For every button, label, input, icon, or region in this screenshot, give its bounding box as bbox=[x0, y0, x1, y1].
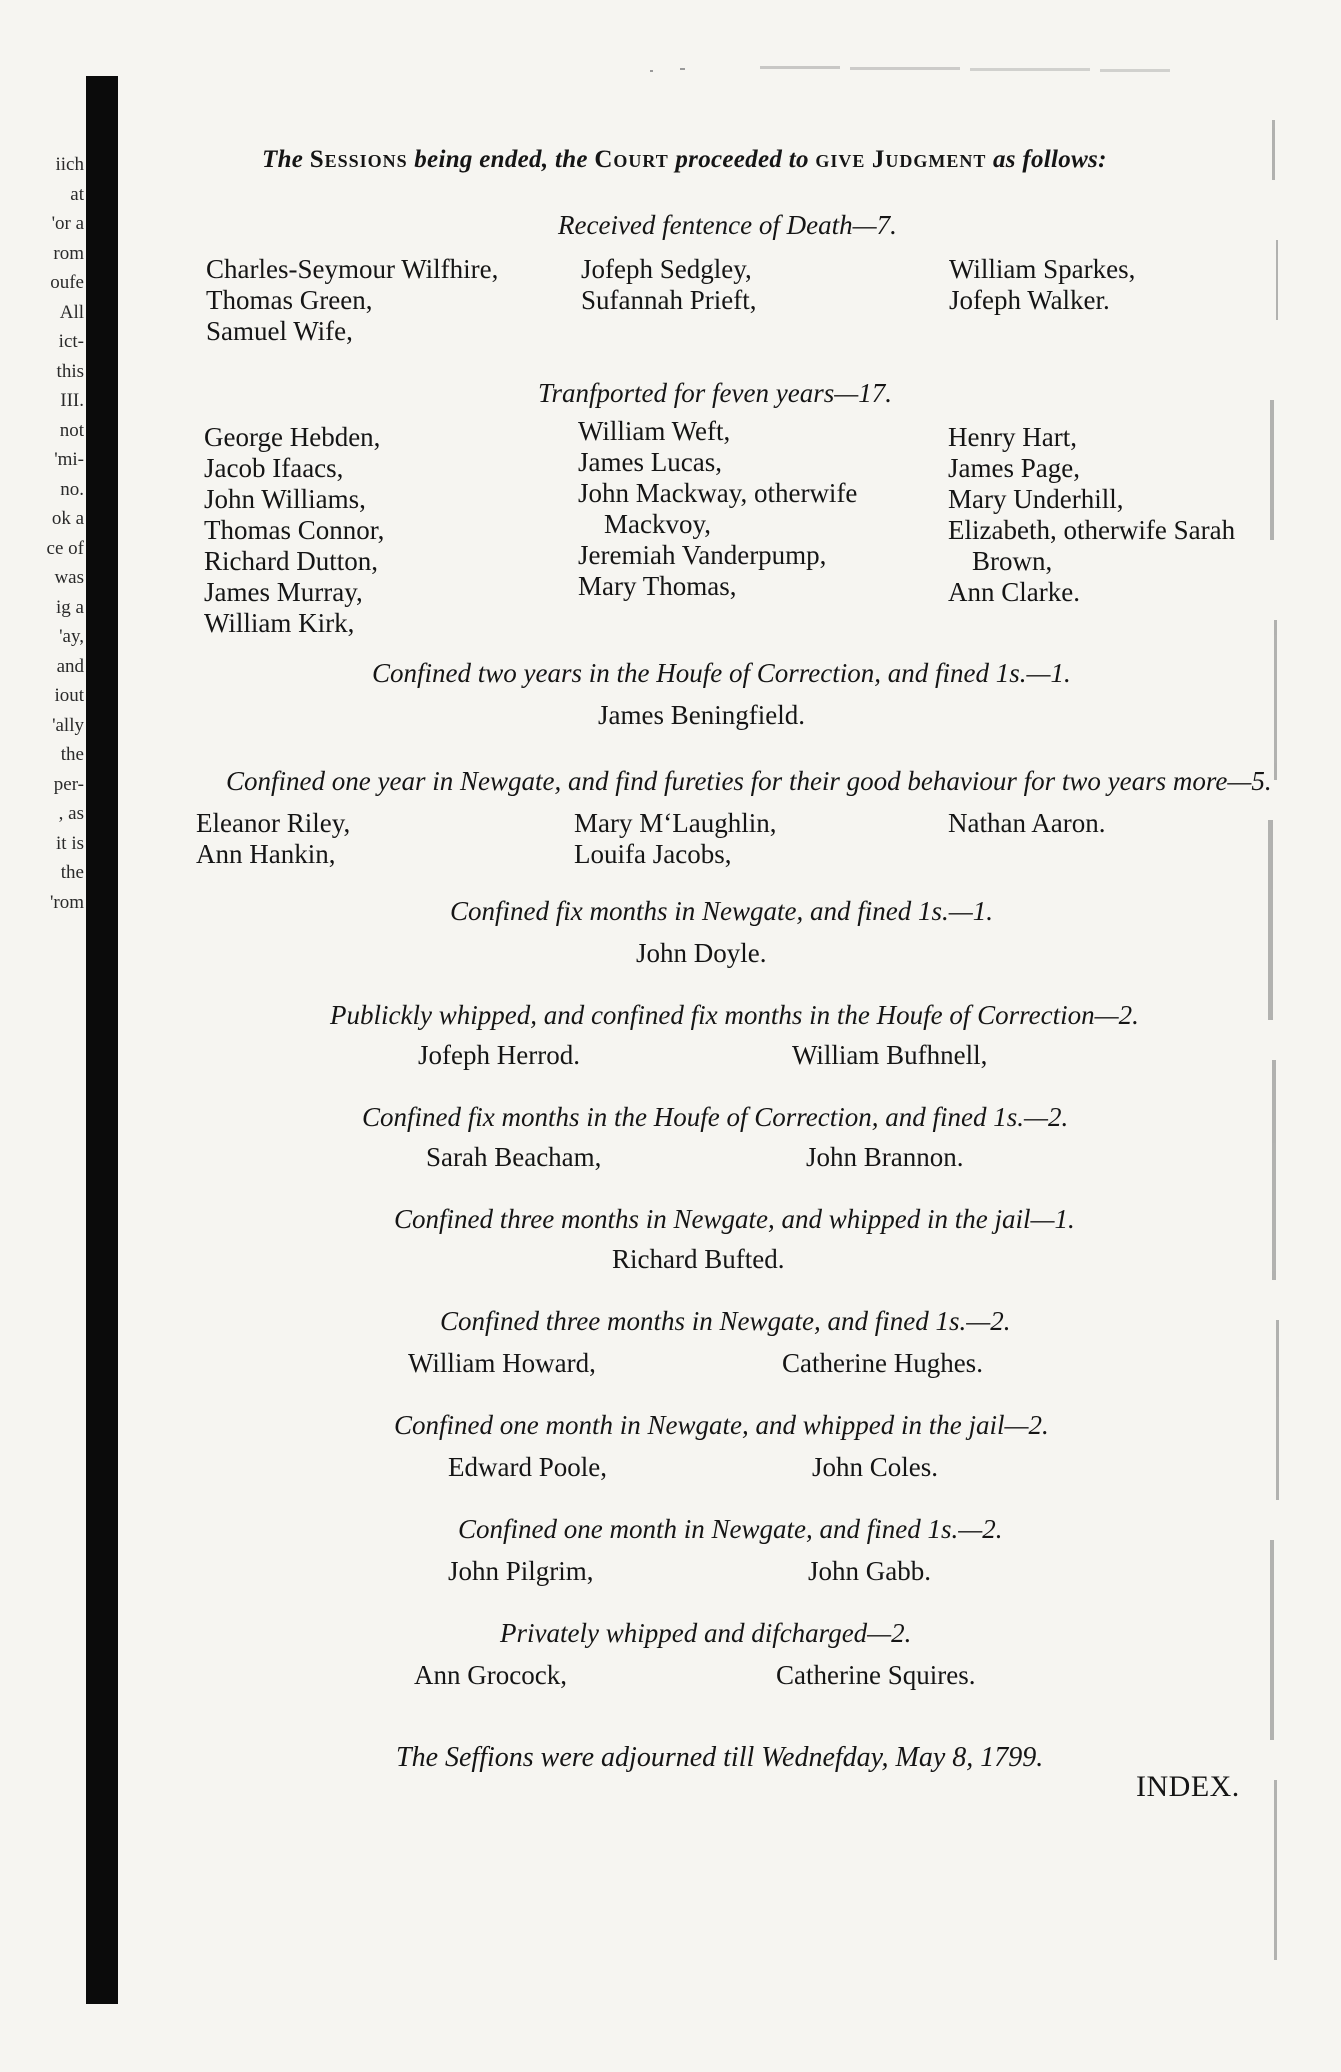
list-item: Ann Grocock, bbox=[414, 1660, 567, 1690]
list-item: Nathan Aaron. bbox=[948, 808, 1106, 838]
show-through-noise-top bbox=[640, 58, 1200, 86]
death-col-3 bbox=[949, 254, 1135, 316]
list-item: John Gabb. bbox=[808, 1556, 931, 1586]
list-item: John Mackway, otherwife bbox=[578, 478, 858, 508]
list-item: John Doyle. bbox=[636, 938, 767, 968]
list-item: Mary M‘Laughlin, bbox=[574, 808, 777, 838]
list-item: James Lucas, bbox=[578, 447, 722, 477]
transported-col-1 bbox=[204, 422, 384, 639]
list-item: William Bufhnell, bbox=[792, 1040, 988, 1070]
list-item: William Howard, bbox=[408, 1348, 596, 1378]
list-item: Sufannah Prieft, bbox=[581, 285, 757, 315]
list-item: Jacob Ifaacs, bbox=[204, 453, 344, 483]
list-item: Elizabeth, otherwife Sarah bbox=[948, 515, 1236, 545]
list-item: John Williams, bbox=[204, 484, 366, 514]
newgate-three-fined-heading: Confined three months in Newgate, and fined 1s.—2. bbox=[440, 1306, 1011, 1336]
list-item: Thomas Green, bbox=[206, 285, 373, 315]
list-item: Louifa Jacobs, bbox=[574, 839, 732, 869]
newgate-three-whipped-heading: Confined three months in Newgate, and whipped in the jail—1. bbox=[394, 1204, 1075, 1234]
list-item: Mary Thomas, bbox=[578, 571, 737, 601]
house-two-years-heading: Confined two years in the Houfe of Correction, and fined 1s.—1. bbox=[372, 658, 1071, 688]
list-item: John Coles. bbox=[812, 1452, 939, 1482]
list-item: John Brannon. bbox=[806, 1142, 964, 1172]
private-whipped-heading: Privately whipped and difcharged—2. bbox=[500, 1618, 912, 1648]
newgate-one-year-col-3 bbox=[948, 808, 1105, 839]
catchword: INDEX. bbox=[1136, 1770, 1240, 1803]
whipped-six-months-heading: Publickly whipped, and confined fix months in the Houfe of Correction—2. bbox=[330, 1000, 1139, 1030]
house-six-months-heading: Confined fix months in the Houfe of Correction, and fined 1s.—2. bbox=[362, 1102, 1069, 1132]
list-item: Mary Underhill, bbox=[948, 484, 1124, 514]
list-item: Samuel Wife, bbox=[206, 316, 353, 346]
list-item: John Pilgrim, bbox=[448, 1556, 594, 1586]
list-item: Henry Hart, bbox=[948, 422, 1077, 452]
binding-gutter-shadow bbox=[86, 76, 118, 2004]
list-item: Jeremiah Vanderpump, bbox=[578, 540, 827, 570]
list-item: James Beningfield. bbox=[598, 700, 805, 730]
list-item: Richard Bufted. bbox=[612, 1244, 785, 1274]
transported-col-3 bbox=[948, 422, 1235, 608]
transported-heading: Tranfported for feven years—17. bbox=[538, 378, 892, 408]
list-item: Ann Clarke. bbox=[948, 577, 1080, 607]
list-item: Mackvoy, bbox=[604, 509, 711, 539]
list-item: James Page, bbox=[948, 453, 1080, 483]
list-item: James Murray, bbox=[204, 577, 363, 607]
transported-col-2 bbox=[578, 416, 857, 602]
newgate-one-month-whipped-heading: Confined one month in Newgate, and whipped in the jail—2. bbox=[394, 1410, 1049, 1440]
list-item: William Kirk, bbox=[204, 608, 355, 638]
list-item: William Weft, bbox=[578, 416, 731, 446]
death-heading: Received fentence of Death—7. bbox=[558, 210, 897, 240]
show-through-noise-right bbox=[1258, 100, 1294, 2000]
newgate-one-year-heading: Confined one year in Newgate, and find fureties for their good behaviour for two years more—5. bbox=[226, 766, 1272, 796]
list-item: Jofeph Walker. bbox=[949, 285, 1110, 315]
facing-page-bleed: iich at 'or a rom oufe All ict- this III. not 'mi- no. ok a ce of was ig a 'ay, and iout 'ally the per- , as it is the 'rom bbox=[46, 154, 84, 913]
newgate-one-year-col-1 bbox=[196, 808, 350, 870]
list-item: William Sparkes, bbox=[949, 254, 1136, 284]
list-item: George Hebden, bbox=[204, 422, 381, 452]
judgment-heading: The Sessions being ended, the Court proceeded to give Judgment as follows: bbox=[262, 146, 1107, 173]
list-item: Richard Dutton, bbox=[204, 546, 378, 576]
list-item: Brown, bbox=[972, 546, 1053, 576]
newgate-six-months-heading: Confined fix months in Newgate, and fined 1s.—1. bbox=[450, 896, 993, 926]
list-item: Jofeph Herrod. bbox=[418, 1040, 580, 1070]
newgate-one-year-col-2 bbox=[574, 808, 776, 870]
list-item: Catherine Hughes. bbox=[782, 1348, 983, 1378]
list-item: Catherine Squires. bbox=[776, 1660, 976, 1690]
list-item: Thomas Connor, bbox=[204, 515, 385, 545]
death-col-2 bbox=[581, 254, 756, 316]
death-col-1 bbox=[206, 254, 498, 347]
list-item: Charles-Seymour Wilfhire, bbox=[206, 254, 499, 284]
newgate-one-month-fined-heading: Confined one month in Newgate, and fined 1s.—2. bbox=[458, 1514, 1003, 1544]
list-item: Ann Hankin, bbox=[196, 839, 336, 869]
list-item: Jofeph Sedgley, bbox=[581, 254, 752, 284]
adjournment-line: The Seffions were adjourned till Wednefday, May 8, 1799. bbox=[396, 1742, 1044, 1773]
list-item: Edward Poole, bbox=[448, 1452, 607, 1482]
list-item: Eleanor Riley, bbox=[196, 808, 351, 838]
list-item: Sarah Beacham, bbox=[426, 1142, 602, 1172]
